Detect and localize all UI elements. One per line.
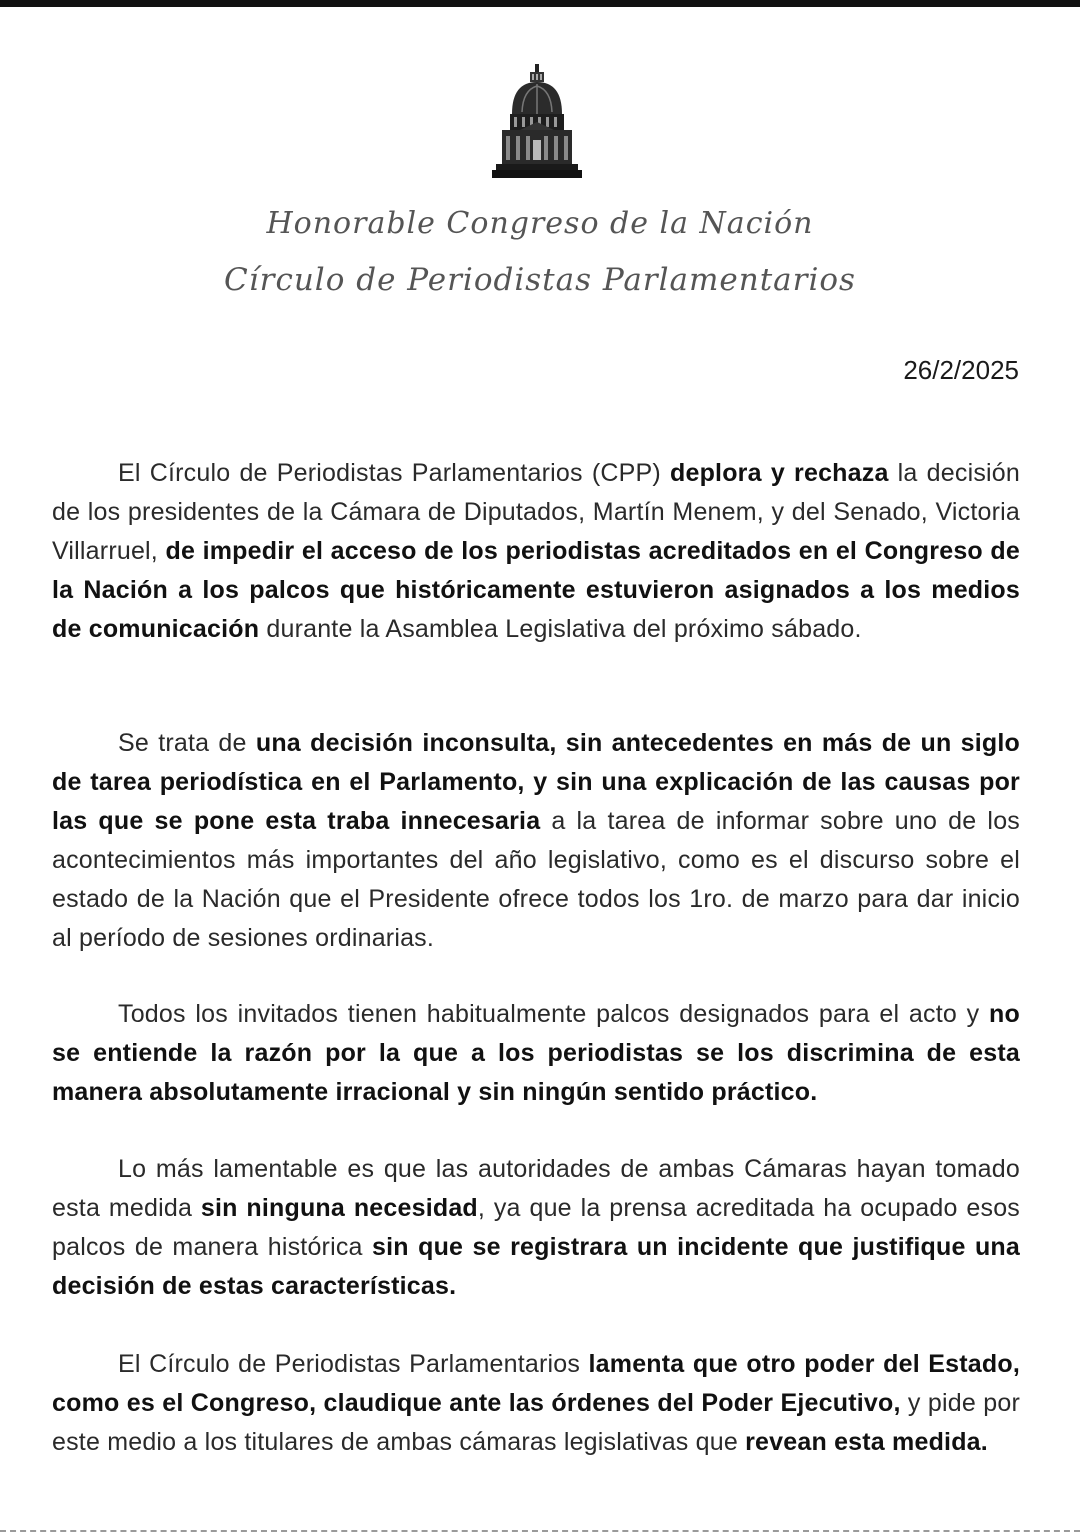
congress-dome-icon bbox=[492, 64, 582, 184]
bold-text-segment: sin ninguna necesidad bbox=[200, 1194, 478, 1222]
bold-text-segment: lamenta que otro poder del Estado, como es el Congreso, claudique ante las órdenes del Poder Ejecutivo, bbox=[52, 1350, 1020, 1417]
paragraph-4 bbox=[52, 1150, 1020, 1306]
bold-text-segment: no se entiende la razón por la que a los periodistas se los discrimina de esta manera absolutamente irracional y sin ningún sentido práctico. bbox=[52, 1000, 1020, 1106]
document-date: 26/2/2025 bbox=[903, 355, 1019, 385]
text-segment: Todos los invitados tienen habitualmente palcos designados para el acto y bbox=[118, 1000, 990, 1028]
paragraph-5 bbox=[52, 1345, 1020, 1462]
text-segment: El Círculo de Periodistas Parlamentarios bbox=[118, 1350, 589, 1378]
text-segment: Se trata de bbox=[118, 729, 256, 757]
top-edge-bar bbox=[0, 0, 1080, 7]
text-segment: a la tarea de informar sobre uno de los acontecimientos más importantes del año legislativo, como es el discurso sobre el estado de la Nación que el Presidente ofrece todos los 1ro. de marzo para dar inicio al período de sesiones ordinarias. bbox=[52, 807, 1020, 952]
paragraph-2 bbox=[52, 724, 1020, 958]
bold-text-segment: revean esta medida. bbox=[745, 1428, 988, 1456]
paragraph-3 bbox=[52, 995, 1020, 1112]
text-segment: durante la Asamblea Legislativa del próximo sábado. bbox=[259, 615, 862, 643]
bold-text-segment: sin que se registrara un incidente que justifique una decisión de estas características. bbox=[52, 1233, 1020, 1300]
header-circle-name: Círculo de Periodistas Parlamentarios bbox=[224, 262, 856, 298]
header-congress-name: Honorable Congreso de la Nación bbox=[266, 206, 814, 241]
congress-building-emblem bbox=[492, 64, 582, 184]
bold-text-segment: una decisión inconsulta, sin antecedentes en más de un siglo de tarea periodística en el Parlamento, y sin una explicación de las causas por las que se pone esta traba innecesaria bbox=[52, 729, 1020, 835]
bold-text-segment: deplora y rechaza bbox=[670, 459, 889, 487]
bottom-dashed-divider bbox=[0, 1530, 1080, 1532]
text-segment: Lo más lamentable es que las autoridades de ambas Cámaras hayan tomado esta medida bbox=[52, 1155, 1020, 1222]
bold-text-segment: de impedir el acceso de los periodistas acreditados en el Congreso de la Nación a los palcos que históricamente estuvieron asignados a los medios de comunicación bbox=[52, 537, 1021, 643]
paragraph-1 bbox=[52, 454, 1020, 649]
text-segment: la decisión de los presidentes de la Cámara de Diputados, Martín Menem, y del Senado, Victoria Villarruel, bbox=[52, 459, 1020, 565]
text-segment: El Círculo de Periodistas Parlamentarios (CPP) bbox=[118, 459, 670, 487]
text-segment: y pide por este medio a los titulares de ambas cámaras legislativas que bbox=[52, 1389, 1020, 1456]
text-segment: , ya que la prensa acreditada ha ocupado esos palcos de manera histórica bbox=[52, 1194, 1021, 1261]
